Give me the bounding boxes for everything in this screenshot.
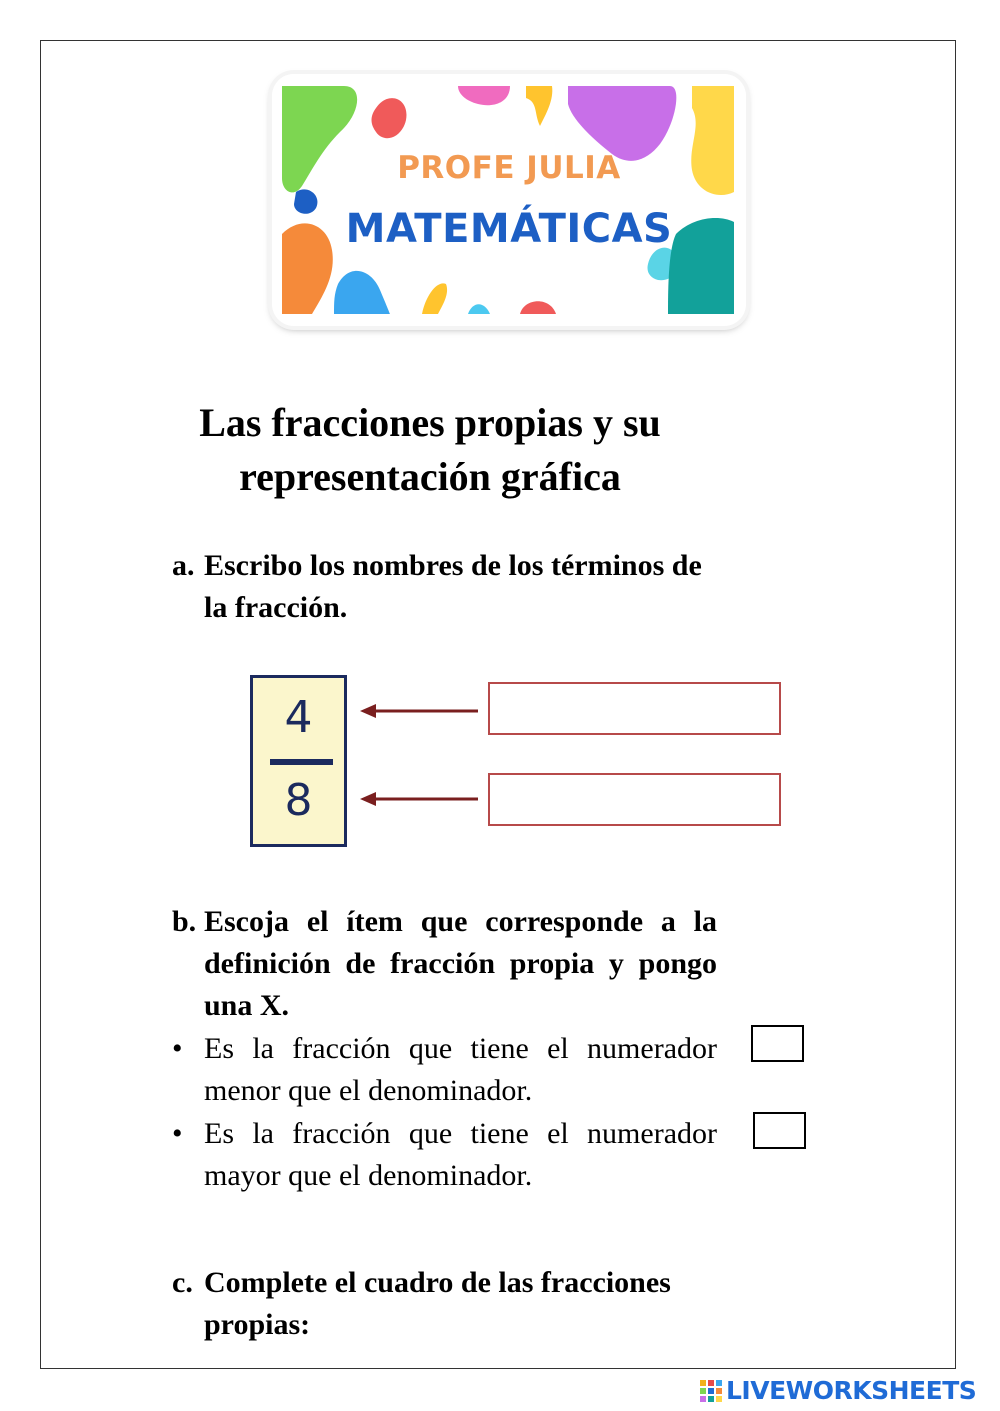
- option-proper: [172, 1028, 717, 1112]
- question-b: [172, 901, 717, 1027]
- question-c-letter: c.: [172, 1266, 193, 1299]
- fraction-card: [250, 675, 347, 847]
- worksheet-title: Las fracciones propias y su representación gráfica: [199, 400, 661, 499]
- option-proper-text: Es la fracción que tiene el numerador menor que el denominador.: [204, 1032, 717, 1107]
- bullet-icon: •: [172, 1117, 183, 1150]
- fraction-numerator: 4: [284, 692, 313, 743]
- question-a-letter: a.: [172, 549, 195, 582]
- question-a-text: Escribo los nombres de los términos de la fracción.: [204, 549, 702, 624]
- question-a: [172, 545, 717, 629]
- question-c: [172, 1262, 717, 1346]
- fraction-denominator: 8: [284, 775, 313, 826]
- option-improper-text: Es la fracción que tiene el numerador mayor que el denominador.: [204, 1117, 717, 1192]
- question-b-text: Escoja el ítem que corresponde a la definición de fracción propia y pongo una X.: [204, 905, 717, 1022]
- bullet-icon: •: [172, 1032, 183, 1065]
- banner-title: MATEMÁTICAS: [345, 206, 673, 252]
- option-proper-checkbox[interactable]: [751, 1025, 804, 1062]
- question-b-letter: b.: [172, 905, 197, 938]
- banner: [272, 74, 746, 326]
- denominator-answer-input[interactable]: [488, 773, 781, 826]
- liveworksheets-logo-icon: [700, 1380, 722, 1402]
- footer-brand[interactable]: [700, 1376, 996, 1406]
- option-improper: [172, 1113, 717, 1197]
- footer-brand-text: LIVEWORKSHEETS: [726, 1376, 977, 1405]
- banner-subtitle: PROFE JULIA: [397, 150, 621, 186]
- fraction-bar: [270, 759, 333, 765]
- question-c-text: Complete el cuadro de las fracciones propias:: [204, 1266, 671, 1341]
- option-improper-checkbox[interactable]: [753, 1112, 806, 1149]
- numerator-answer-input[interactable]: [488, 682, 781, 735]
- paint-splash-decoration: [272, 74, 746, 326]
